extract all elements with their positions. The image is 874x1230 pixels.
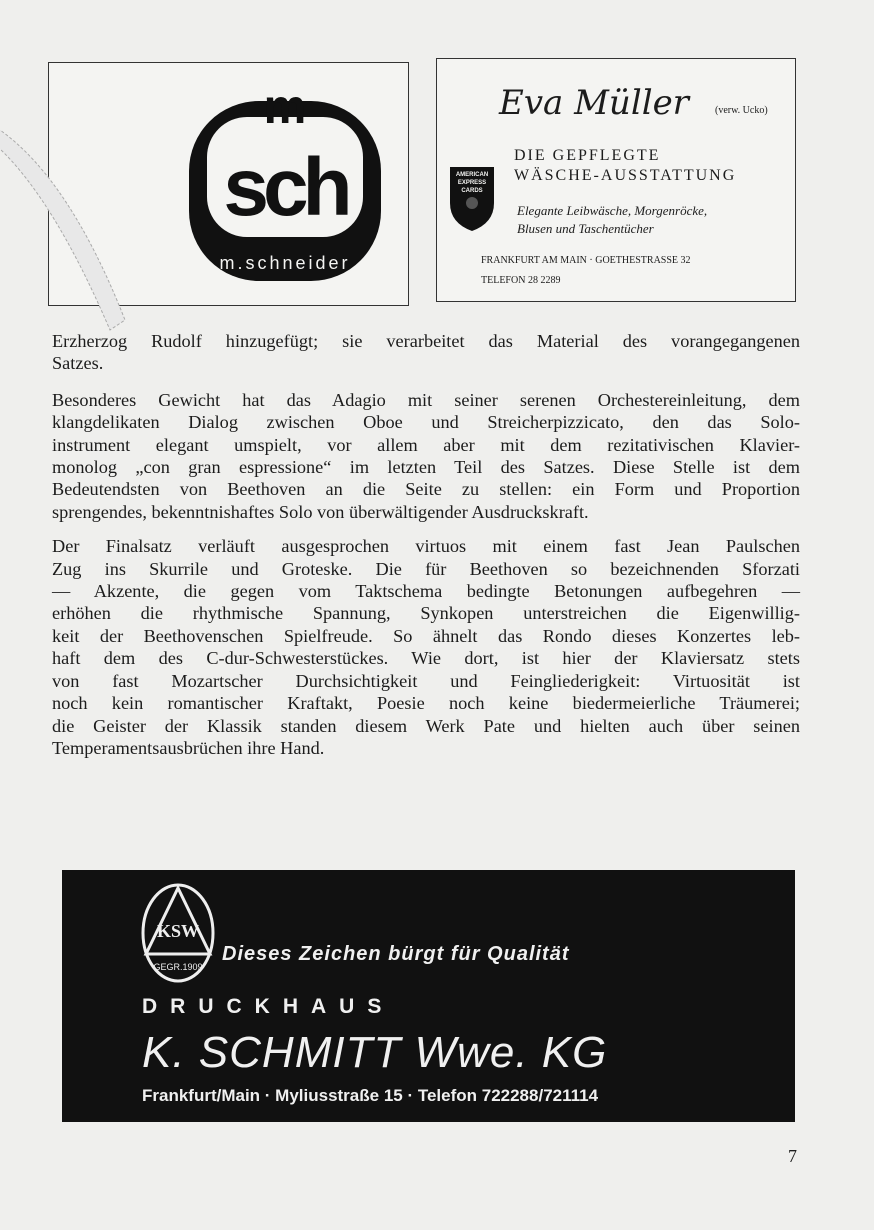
druckhaus-label: DRUCKHAUS: [142, 995, 395, 1018]
body-text: [52, 330, 800, 771]
text-line: — Akzente, die gegen vom Taktschema bedingte Betonungen aufbegehren —: [52, 581, 800, 602]
text-line: Satzes.: [52, 353, 104, 374]
text-line: klangdelikaten Dialog zwischen Oboe und Streicherpizzicato, den das Solo-: [52, 412, 800, 433]
eva-phone: TELEFON 28 2289: [481, 275, 561, 286]
text-line: von fast Mozartscher Durchsichtigkeit und Feingliederigkeit: Virtuosität ist: [52, 670, 800, 691]
paragraph-1: [52, 330, 800, 375]
text-line: monolog „con gran espressione“ im letzten Teil des Satzes. Diese Stelle ist dem: [52, 457, 800, 478]
ribbon-bookmark: [0, 130, 140, 350]
druckhaus-tagline: Dieses Zeichen bürgt für Qualität: [222, 943, 570, 965]
eva-italic-1: Elegante Leibwäsche, Morgenröcke,: [517, 203, 708, 218]
american-express-badge: [447, 163, 497, 233]
svg-text:GEGR.1909: GEGR.1909: [153, 962, 203, 972]
text-line: Besonderes Gewicht hat das Adagio mit seiner serenen Orchestereinleitung, dem: [52, 389, 800, 410]
text-line: erhöhen die rhythmische Spannung, Synkopen unterstreichen die Eigenwillig-: [52, 603, 800, 624]
eva-address: FRANKFURT AM MAIN · GOETHESTRASSE 32: [481, 255, 691, 266]
badge-text: AMERICAN EXPRESS CARDS: [455, 172, 489, 194]
eva-mueller-advertisement: [436, 58, 796, 302]
page-number: 7: [788, 1146, 797, 1166]
text-line: Temperamentsausbrüchen ihre Hand.: [52, 737, 325, 758]
eva-title: Eva Müller: [499, 83, 689, 123]
eva-subtitle: (verw. Ucko): [715, 105, 768, 116]
text-line: die Geister der Klassik standen diesem Werk Pate und hielten auch über seinen: [52, 715, 800, 736]
druckhaus-address: Frankfurt/Main · Myliusstraße 15 · Telefon 722288/721114: [142, 1086, 599, 1105]
druckhaus-name: K. SCHMITT Wwe. KG: [142, 1028, 608, 1077]
text-line: noch kein romantischer Kraftakt, Poesie noch keine biedermeierliche Träumerei;: [52, 693, 800, 714]
druckhaus-advertisement: [62, 870, 795, 1122]
text-line: sprengendes, bekenntnishaftes Solo von überwältigender Ausdruckskraft.: [52, 501, 589, 522]
text-line: Erzherzog Rudolf hinzugefügt; sie verarbeitet das Material des vorangegangenen: [52, 331, 800, 351]
ksw-logo: [140, 882, 216, 984]
text-line: Der Finalsatz verläuft ausgesprochen virtuos mit einem fast Jean Paulschen: [52, 536, 800, 557]
schneider-logo: [185, 87, 385, 287]
eva-heading-1: DIE GEPFLEGTE: [514, 147, 661, 164]
paragraph-3: [52, 535, 800, 759]
text-line: instrument elegant umspielt, vor allem aber mit dem rezitativischen Klavier-: [52, 434, 800, 455]
text-line: Zug ins Skurrile und Groteske. Die für Beethoven so bezeichnenden Sforzati: [52, 558, 800, 579]
paragraph-2: [52, 389, 800, 523]
eva-heading-2: WÄSCHE-AUSSTATTUNG: [514, 167, 737, 184]
text-line: haft dem des C-dur-Schwesterstückes. Wie dort, ist hier der Klaviersatz stets: [52, 648, 800, 669]
svg-text:m: m: [263, 87, 307, 134]
text-line: keit der Beethovenschen Spielfreude. So ähnelt das Rondo dieses Konzertes leb-: [52, 625, 800, 646]
eva-italic-2: Blusen und Taschentücher: [517, 221, 654, 236]
svg-text:KSW: KSW: [156, 921, 200, 941]
svg-text:sch: sch: [223, 142, 347, 233]
svg-text:m.schneider: m.schneider: [219, 253, 351, 273]
text-line: Bedeutendsten von Beethoven an die Seite zu stellen: ein Form und Proportion: [52, 479, 800, 500]
